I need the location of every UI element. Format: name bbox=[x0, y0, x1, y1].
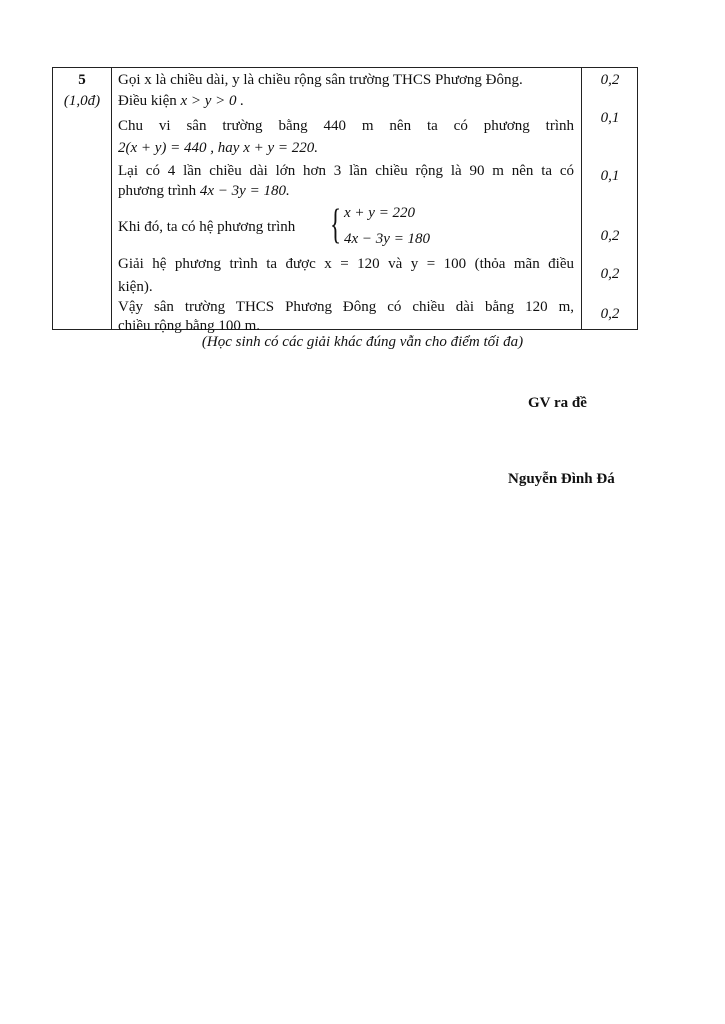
question-points: (1,0đ) bbox=[63, 93, 101, 109]
solution-line: Gọi x là chiều dài, y là chiều rộng sân trường THCS Phương Đông. bbox=[118, 72, 523, 88]
score-value: 0,1 bbox=[600, 168, 620, 184]
math-expression: x > y > 0 . bbox=[180, 93, 245, 109]
answer-table bbox=[52, 67, 638, 334]
solution-text: Điều kiện bbox=[118, 93, 177, 109]
math-expression: 2(x + y) = 440 , hay x + y = 220. bbox=[118, 140, 319, 156]
question-cell bbox=[53, 70, 111, 112]
score-value: 0,2 bbox=[600, 306, 620, 322]
score-value: 0,2 bbox=[600, 266, 620, 282]
solution-line: Khi đó, ta có hệ phương trình bbox=[118, 219, 296, 235]
math-expression: 4x − 3y = 180. bbox=[199, 183, 290, 199]
solution-line: Lại có 4 lần chiều dài lớn hơn 3 lần chiều rộng là 90 m nên ta có bbox=[118, 163, 574, 179]
system-equation-2: 4x − 3y = 180 bbox=[344, 231, 431, 247]
signature-name: Nguyễn Đình Đá bbox=[508, 471, 615, 487]
equation-system bbox=[330, 202, 450, 250]
brace-symbol: { bbox=[330, 202, 342, 248]
solution-line: Giải hệ phương trình ta được x = 120 và y = 100 (thỏa mãn điều bbox=[118, 256, 574, 272]
solution-line: chiều rộng bằng 100 m. bbox=[118, 318, 261, 334]
signature-role: GV ra đề bbox=[528, 395, 587, 411]
solution-line: Chu vi sân trường bằng 440 m nên ta có phương trình bbox=[118, 118, 574, 134]
solution-line bbox=[118, 181, 290, 201]
column-divider bbox=[581, 68, 582, 329]
grading-note: (Học sinh có các giải khác đúng vẫn cho điểm tối đa) bbox=[201, 334, 524, 350]
question-number: 5 bbox=[78, 72, 86, 88]
solution-line: Vậy sân trường THCS Phương Đông có chiều dài bằng 120 m, bbox=[118, 299, 574, 315]
column-divider bbox=[111, 68, 112, 329]
score-value: 0,2 bbox=[600, 72, 620, 88]
system-equation-1: x + y = 220 bbox=[344, 205, 416, 221]
solution-line bbox=[118, 91, 244, 111]
score-value: 0,2 bbox=[600, 228, 620, 244]
solution-line: kiện). bbox=[118, 279, 153, 295]
score-value: 0,1 bbox=[600, 110, 620, 126]
solution-text: phương trình bbox=[118, 183, 197, 199]
